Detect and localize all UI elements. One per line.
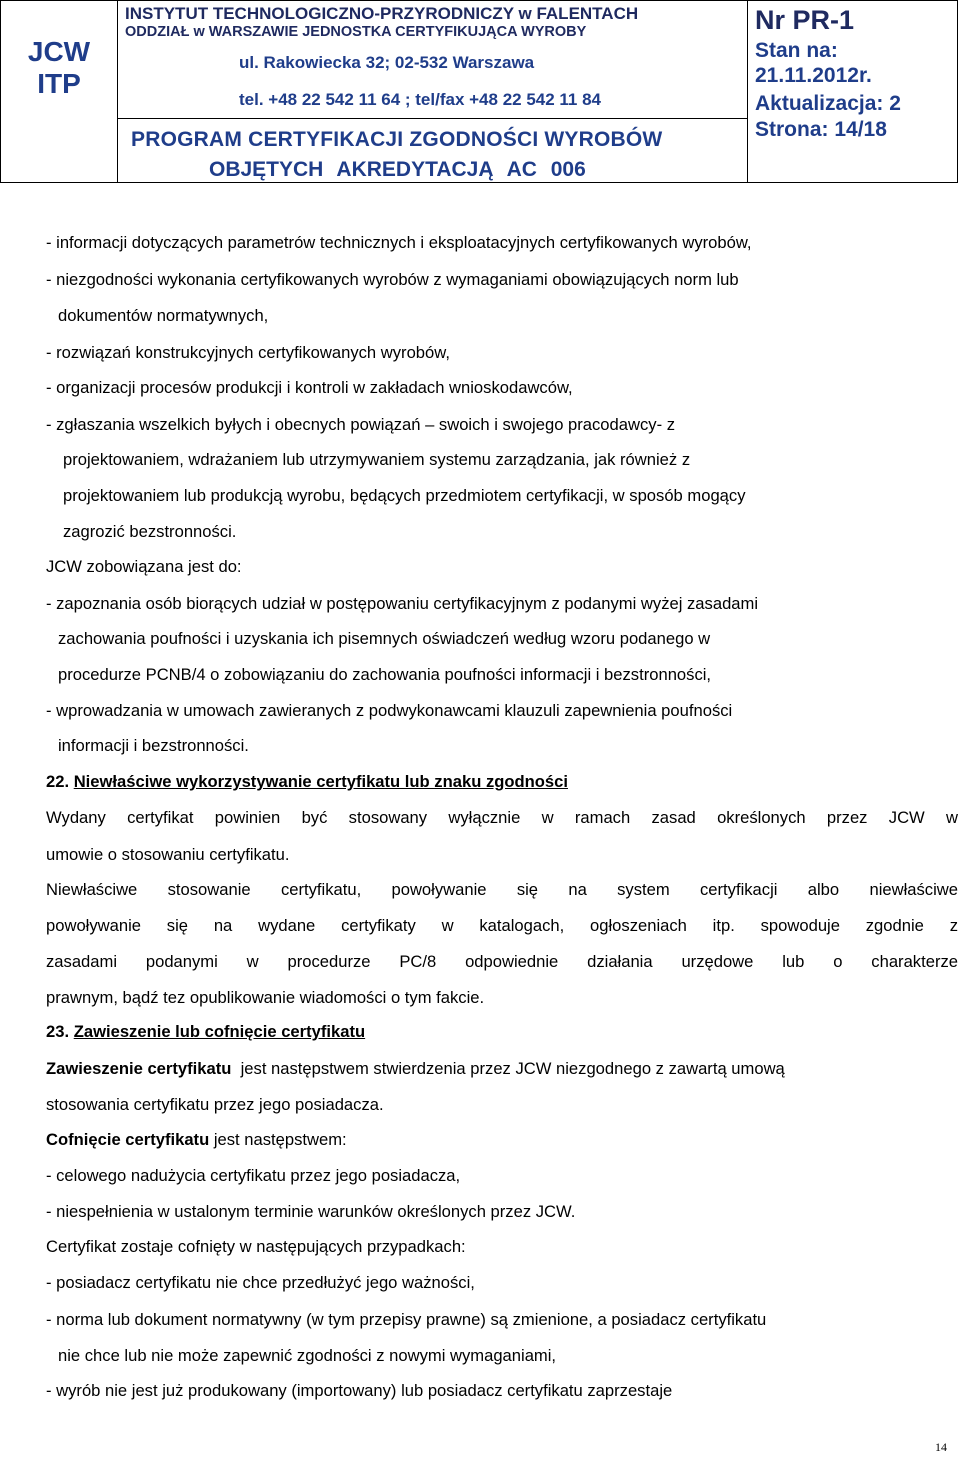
body-line: informacji i bezstronności. [58, 736, 249, 755]
body-line: nie chce lub nie może zapewnić zgodności z nowymi wymaganiami, [58, 1346, 557, 1365]
body-line: umowie o stosowaniu certyfikatu. [46, 845, 290, 864]
program-title-cell [117, 118, 747, 182]
institute-info [117, 1, 747, 119]
page-label: Strona: 14/18 [755, 118, 887, 141]
body-line: projektowaniem, wdrażaniem lub utrzymywaniem systemu zarządzania, jak również z [63, 450, 691, 469]
body-line: - niezgodności wykonania certyfikowanych wyrobów z wymaganiami obowiązujących norm lub [46, 270, 739, 289]
body-line: zagrozić bezstronności. [63, 522, 237, 541]
body-line: - zapoznania osób biorących udział w postępowaniu certyfikacyjnym z podanymi wyżej zasadami [46, 594, 759, 613]
body-line: Niewłaściwe stosowanie certyfikatu, powoływanie się na system certyfikacji albo niewłaściwe [46, 880, 958, 899]
section-22-heading [46, 772, 568, 792]
body-line: projektowaniem lub produkcją wyrobu, będących przedmiotem certyfikacji, w sposób mogący [63, 486, 746, 505]
body-line: powoływanie się na wydane certyfikaty w katalogach, ogłoszeniach itp. spowoduje zgodnie z [46, 916, 958, 935]
institute-cell [117, 1, 748, 182]
section-title: Zawieszenie lub cofnięcie certyfikatu [73, 1022, 366, 1041]
body-line: zachowania poufności i uzyskania ich pisemnych oświadczeń według wzoru podanego w [58, 629, 711, 648]
body-line: procedurze PCNB/4 o zobowiązaniu do zachowania poufności informacji i bezstronności, [58, 665, 712, 684]
body-line: prawnym, bądź tez opublikowanie wiadomości o tym fakcie. [46, 988, 485, 1007]
section-23-heading [46, 1022, 365, 1042]
body-line: stosowania certyfikatu przez jego posiadacza. [46, 1095, 384, 1114]
program-title-line2: OBJĘTYCH AKREDYTACJĄ AC 006 [209, 158, 586, 181]
program-title-line1: PROGRAM CERTYFIKACJI ZGODNOŚCI WYROBÓW [131, 128, 663, 151]
body-line: dokumentów normatywnych, [58, 306, 269, 325]
body-line: - norma lub dokument normatywny (w tym przepisy prawne) są zmienione, a posiadacz certyfikatu [46, 1310, 767, 1329]
unit-code-line2: ITP [37, 68, 81, 99]
document-number: Nr PR-1 [755, 5, 855, 35]
unit-code-cell [1, 1, 118, 182]
unit-code-line1: JCW [27, 36, 91, 67]
body-line-suspension [46, 1059, 785, 1079]
institute-name: INSTYTUT TECHNOLOGICZNO-PRZYRODNICZY w FALENTACH [125, 4, 639, 23]
body-line-withdrawal [46, 1130, 347, 1150]
page-number: 14 [935, 1440, 947, 1454]
status-date: 21.11.2012r. [755, 64, 872, 87]
line-rest: jest następstwem stwierdzenia przez JCW niezgodnego z zawartą umową [240, 1059, 785, 1078]
body-line: - niespełnienia w ustalonym terminie warunków określonych przez JCW. [46, 1202, 576, 1221]
bold-term: Cofnięcie certyfikatu [46, 1130, 210, 1149]
institute-phone: tel. +48 22 542 11 64 ; tel/fax +48 22 542 11 84 [239, 90, 602, 109]
status-label: Stan na: [755, 39, 838, 62]
section-title: Niewłaściwe wykorzystywanie certyfikatu lub znaku zgodności [73, 772, 568, 791]
document-meta-cell [747, 1, 957, 182]
body-line: - organizacji procesów produkcji i kontroli w zakładach wnioskodawców, [46, 378, 573, 397]
line-rest: jest następstwem: [209, 1130, 347, 1149]
body-line: Wydany certyfikat powinien być stosowany wyłącznie w ramach zasad określonych przez JCW w [46, 808, 958, 827]
body-line: - posiadacz certyfikatu nie chce przedłużyć jego ważności, [46, 1273, 475, 1292]
body-line: - informacji dotyczących parametrów technicznych i eksploatacyjnych certyfikowanych wyrobów, [46, 233, 752, 252]
body-line: zasadami podanymi w procedurze PC/8 odpowiednie działania urzędowe lub o charakterze [46, 952, 958, 971]
body-line: Certyfikat zostaje cofnięty w następujących przypadkach: [46, 1237, 466, 1256]
institute-division: ODDZIAŁ w WARSZAWIE JEDNOSTKA CERTYFIKUJĄCA WYROBY [125, 24, 587, 40]
body-line: - wyrób nie jest już produkowany (importowany) lub posiadacz certyfikatu zaprzestaje [46, 1381, 673, 1400]
section-number: 22. [46, 772, 70, 791]
body-line: - rozwiązań konstrukcyjnych certyfikowanych wyrobów, [46, 343, 450, 362]
revision-label: Aktualizacja: 2 [755, 92, 901, 115]
body-line: - zgłaszania wszelkich byłych i obecnych powiązań – swoich i swojego pracodawcy- z [46, 415, 676, 434]
institute-address: ul. Rakowiecka 32; 02-532 Warszawa [239, 53, 535, 72]
document-header [0, 0, 958, 183]
body-line: - wprowadzania w umowach zawieranych z podwykonawcami klauzuli zapewnienia poufności [46, 701, 733, 720]
body-line: JCW zobowiązana jest do: [46, 557, 242, 576]
body-line: - celowego nadużycia certyfikatu przez jego posiadacza, [46, 1166, 461, 1185]
section-number: 23. [46, 1022, 70, 1041]
bold-term: Zawieszenie certyfikatu [46, 1059, 232, 1078]
